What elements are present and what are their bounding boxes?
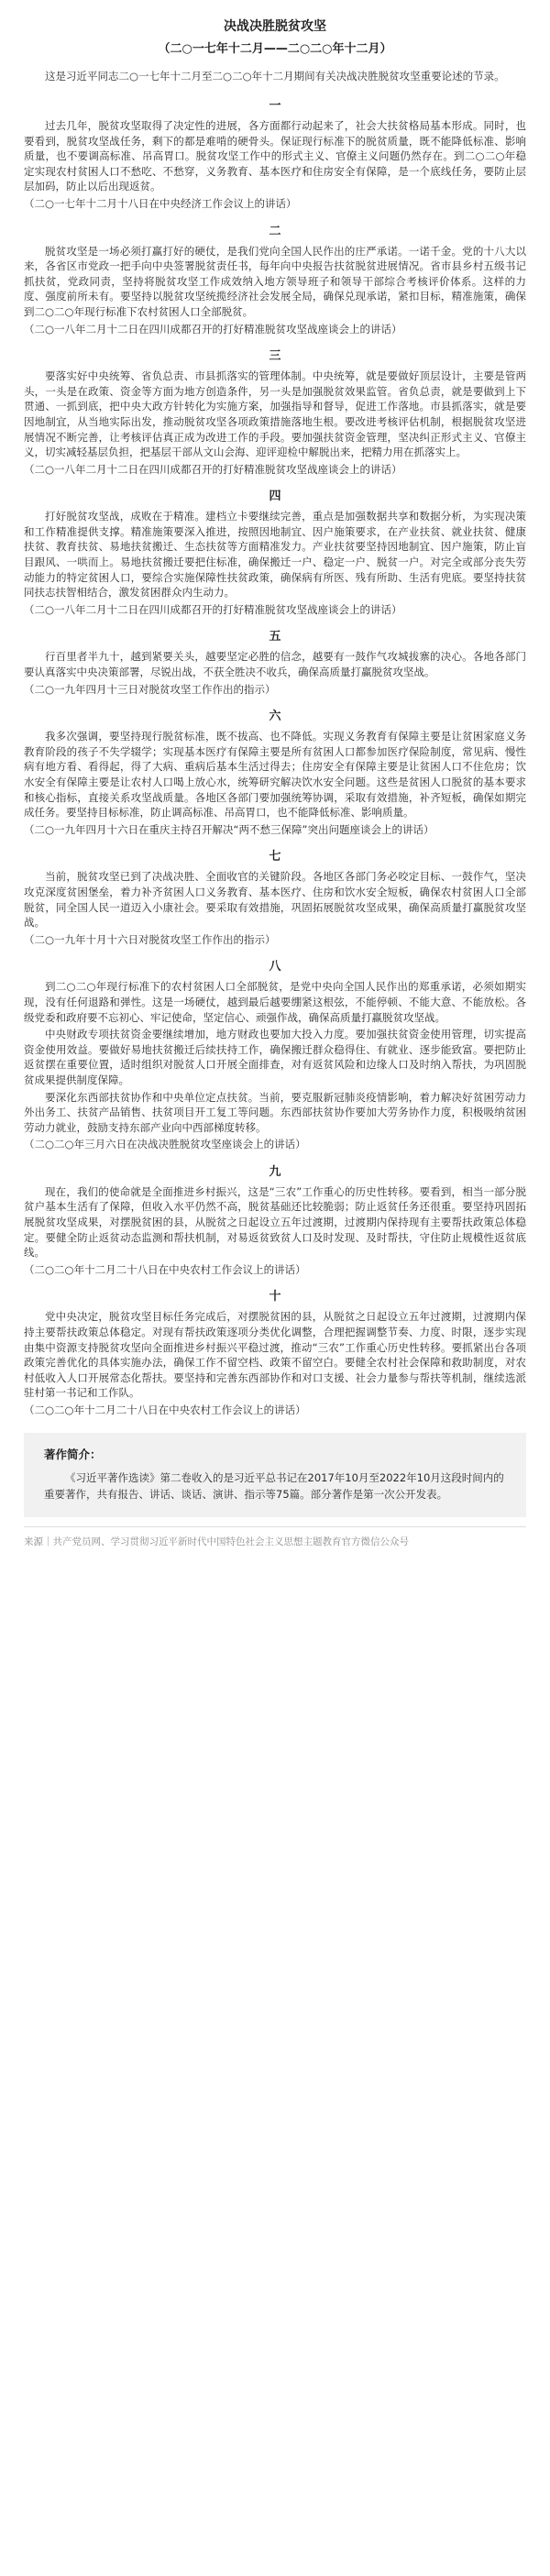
article-title: 决战决胜脱贫攻坚 <box>224 19 326 34</box>
section-paragraph: 要落实好中央统筹、省负总责、市县抓落实的管理体制。中央统筹，就是要做好顶层设计，主要是管两头，一头是在政策、资金等方面为地方创造条件，另一头是加强脱贫效果监管。省负总责，就是要做到上下贯通、一抓到底，把中央大政方针转化为实施方案，加强指导和督导，促进工作落地。市县抓落实，就是要因地制宜，从当地实际出发，推动脱贫攻坚各项政策措施落地生根。要改进考核评估机制，根据脱贫攻坚进展情况不断完善，让考核评估真正成为改进工作的手段。要加强扶贫资金管理，坚决纠正形式主义、官僚主义，切实减轻基层负担，把基层干部从文山会海、迎评迎检中解脱出来，把精力用在抓落实上。 <box>24 369 526 459</box>
section <box>24 95 526 212</box>
section-source: （二○二○年十二月二十八日在中央农村工作会议上的讲话） <box>24 1404 306 1416</box>
section-paragraph: 党中央决定，脱贫攻坚目标任务完成后，对摆脱贫困的县，从脱贫之日起设立五年过渡期，过渡期内保持主要帮扶政策总体稳定。对现有帮扶政策逐项分类优化调整，合理把握调整节奏、力度、时限，逐步实现由集中资源支持脱贫攻坚向全面推进乡村振兴平稳过渡，推动“三农”工作重心历史性转移。要抓紧出台各项政策完善优化的具体实施办法，确保工作不留空档、政策不留空白。要健全农村社会保障和救助制度，对农村低收入人口开展常态化帮扶。要坚持和完善东西部协作和对口支援、社会力量参与帮扶等机制，继续选派驻村第一书记和工作队。 <box>24 1310 526 1400</box>
section <box>24 486 526 617</box>
section-source: （二○一九年十月十六日对脱贫攻坚工作作出的指示） <box>24 932 276 946</box>
section-source: （二○一九年四月十六日在重庆主持召开解决“两不愁三保障”突出问题座谈会上的讲话） <box>24 822 434 836</box>
section-source: （二○一九年四月十三日对脱贫攻坚工作作出的指示） <box>24 682 276 696</box>
section-source: （二○一八年二月十二日在四川成都召开的打好精准脱贫攻坚战座谈会上的讲话） <box>24 322 402 336</box>
section <box>24 956 526 1152</box>
article-date-range: （二○一七年十二月——二○二○年十二月） <box>158 42 392 56</box>
section-paragraph: 到二○二○年现行标准下的农村贫困人口全部脱贫，是党中央向全国人民作出的郑重承诺，必须如期实现，没有任何退路和弹性。这是一场硬仗，越到最后越要绷紧这根弦，不能停顿、不能大意、不能放松。各级党委和政府要不忘初心、牢记使命，坚定信心、顽强作战，确保高质量打赢脱贫攻坚战。 <box>24 980 526 1024</box>
section-paragraph: 过去几年，脱贫攻坚取得了决定性的进展，各方面都行动起来了，社会大扶贫格局基本形成。同时，也要看到，脱贫攻坚战任务，剩下的都是难啃的硬骨头。保证现行标准下的脱贫质量，既不能降低标准、影响质量，也不要调高标准、吊高胃口。脱贫攻坚工作中的形式主义、官僚主义问题仍然存在。到二○二○年稳定实现农村贫困人口不愁吃、不愁穿，义务教育、基本医疗和住房安全有保障，是一个底线任务，要防止层层加码，防止以后出现返贫。 <box>24 119 526 193</box>
section-number: 二 <box>269 224 281 238</box>
section-number: 四 <box>269 490 281 504</box>
section-number: 五 <box>269 630 281 644</box>
section-source: （二○一八年二月十二日在四川成都召开的打好精准脱贫攻坚战座谈会上的讲话） <box>24 462 402 476</box>
source-footer: 来源｜共产党员网、学习贯彻习近平新时代中国特色社会主义思想主题教育官方微信公众号 <box>24 1526 526 1548</box>
section <box>24 221 526 337</box>
section <box>24 1161 526 1278</box>
about-box <box>24 1433 526 1517</box>
section <box>24 706 526 837</box>
section-number: 十 <box>269 1290 281 1305</box>
section <box>24 626 526 697</box>
section-paragraph: 要深化东西部扶贫协作和中央单位定点扶贫。当前，要克服新冠肺炎疫情影响，着力解决好贫困劳动力外出务工、扶贫产品销售、扶贫项目开工复工等问题。东西部扶贫协作要加大劳务协作力度，积极吸纳贫困劳动力就业，鼓励支持东部产业向中西部梯度转移。 <box>24 1090 526 1134</box>
section <box>24 1286 526 1417</box>
sections-container <box>24 95 526 1418</box>
about-text: 《习近平著作选读》第二卷收入的是习近平总书记在2017年10月至2022年10月这段时间内的重要著作，共有报告、讲话、谈话、演讲、指示等75篇。部分著作是第一次公开发表。 <box>44 1470 504 1501</box>
section-number: 三 <box>269 349 281 364</box>
section-number: 一 <box>269 99 281 113</box>
section-source: （二○一七年十二月十八日在中央经济工作会议上的讲话） <box>24 196 297 210</box>
section-source: （二○二○年三月六日在决战决胜脱贫攻坚座谈会上的讲话） <box>24 1138 306 1151</box>
section-number: 八 <box>269 960 281 974</box>
section-source: （二○一八年二月十二日在四川成都召开的打好精准脱贫攻坚战座谈会上的讲话） <box>24 602 402 616</box>
section-paragraph: 脱贫攻坚是一场必须打赢打好的硬仗，是我们党向全国人民作出的庄严承诺。一诺千金。党的十八大以来，各省区市党政一把手向中央签署脱贫责任书，每年向中央报告扶贫脱贫进展情况。省市县乡村五级书记抓扶贫，党政同责，坚持将脱贫攻坚工作成效纳入地方领导班子和领导干部综合考核评价体系。这样的力度、强度前所未有。要坚持以脱贫攻坚统揽经济社会发展全局，确保兑现承诺，紧扣目标，精准施策，确保到二○二○年现行标准下农村贫困人口全部脱贫。 <box>24 244 526 318</box>
section-paragraph: 现在，我们的使命就是全面推进乡村振兴，这是“三农”工作重心的历史性转移。要看到，相当一部分脱贫户基本生活有了保障，但收入水平仍然不高，脱贫基础还比较脆弱；防止返贫任务还很重。要坚持巩固拓展脱贫攻坚成果，对摆脱贫困的县，从脱贫之日起设立五年过渡期，过渡期内保持现有主要帮扶政策总体稳定。要健全防止返贫动态监测和帮扶机制，对易返贫致贫人口及时发现、及时帮扶，守住防止规模性返贫底线。 <box>24 1184 526 1260</box>
section-paragraph: 中央财政专项扶贫资金要继续增加，地方财政也要加大投入力度。要加强扶贫资金使用管理，切实提高资金使用效益。要做好易地扶贫搬迁后续扶持工作，确保搬迁群众稳得住、有就业、逐步能致富。要把防止返贫摆在重要位置，适时组织对脱贫人口开展全面排查，对有返贫风险和边缘人口及时纳入帮扶，为巩固脱贫成果提供制度保障。 <box>24 1028 526 1086</box>
section-paragraph: 我多次强调，要坚持现行脱贫标准，既不拔高、也不降低。实现义务教育有保障主要是让贫困家庭义务教育阶段的孩子不失学辍学；实现基本医疗有保障主要是所有贫困人口都参加医疗保险制度，常见病、慢性病有地方看、看得起，得了大病、重病后基本生活过得去；住房安全有保障主要是让贫困人口不住危房；饮水安全有保障主要是让农村人口喝上放心水，统筹研究解决饮水安全问题。这些是贫困人口脱贫的基本要求和核心指标，直接关系攻坚战质量。各地区各部门要加强统筹协调，采取有效措施，补齐短板，确保如期完成任务。要坚持目标标准，防止调高标准、吊高胃口，也不能降低标准、影响质量。 <box>24 730 526 820</box>
article-intro: 这是习近平同志二○一七年十二月至二○二○年十二月期间有关决战决胜脱贫攻坚重要论述的节录。 <box>45 70 505 83</box>
section-paragraph: 打好脱贫攻坚战，成败在于精准。建档立卡要继续完善，重点是加强数据共享和数据分析，为实现决策和工作精准提供支撑。精准施策要深入推进，按照因地制宜、因户施策要求，在产业扶贫、就业扶贫、健康扶贫、教育扶贫、易地扶贫搬迁、生态扶贫等方面精准发力。产业扶贫要坚持因地制宜、因户施策，防止盲目跟风、一哄而上。易地扶贫搬迁要把住标准，确保搬迁一户、稳定一户、脱贫一户。对完全或部分丧失劳动能力的特定贫困人口，要综合实施保障性扶贫政策，确保病有所医、残有所助、生活有兜底。要坚持扶贫同扶志扶智相结合，激发贫困群众内生动力。 <box>24 510 526 600</box>
section-paragraph: 当前，脱贫攻坚已到了决战决胜、全面收官的关键阶段。各地区各部门务必咬定目标、一鼓作气，坚决攻克深度贫困堡垒，着力补齐贫困人口义务教育、基本医疗、住房和饮水安全短板，确保农村贫困人口全部脱贫，同全国人民一道迈入小康社会。要采取有效措施，巩固拓展脱贫攻坚成果，确保高质量打赢脱贫攻坚战。 <box>24 870 526 930</box>
section <box>24 846 526 947</box>
section-source: （二○二○年十二月二十八日在中央农村工作会议上的讲话） <box>24 1262 306 1276</box>
about-heading: 著作简介： <box>44 1447 102 1461</box>
section-number: 六 <box>269 710 281 724</box>
section-paragraph: 行百里者半九十，越到紧要关头，越要坚定必胜的信念，越要有一鼓作气攻城拔寨的决心。各地各部门要认真落实中央决策部署，尽锐出战，不获全胜决不收兵，确保高质量打赢脱贫攻坚战。 <box>24 650 526 679</box>
section-number: 九 <box>269 1164 281 1179</box>
section-number: 七 <box>269 850 281 864</box>
section <box>24 346 526 477</box>
